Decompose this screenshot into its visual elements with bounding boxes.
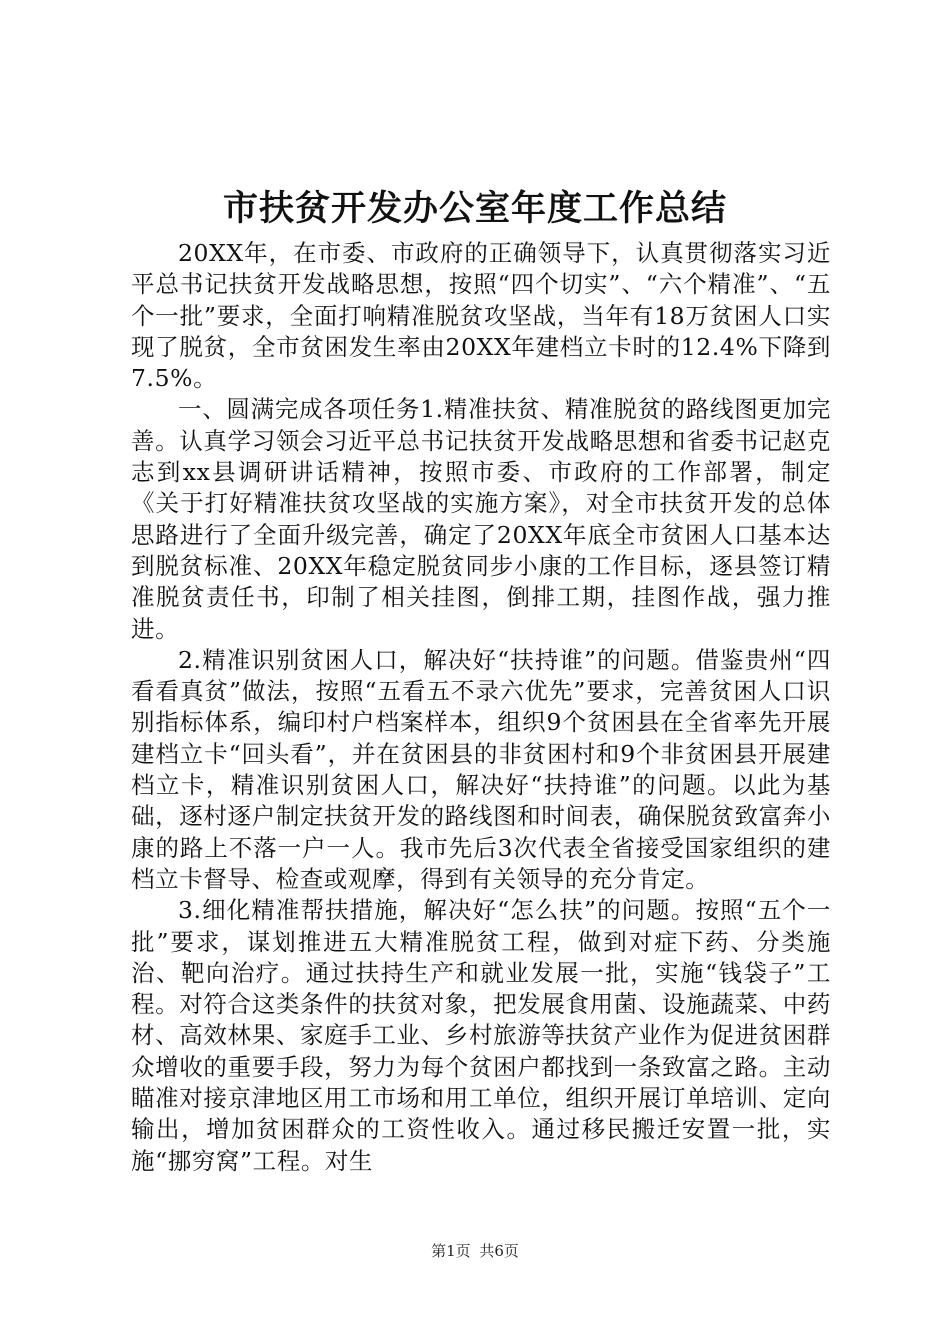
document-body: [131, 238, 831, 1177]
document-title: 市扶贫开发办公室年度工作总结: [222, 188, 727, 229]
paragraph-section-1: 一、圆满完成各项任务1.精准扶贫、精准脱贫的路线图更加完善。认真学习领会习近平总书记扶贫开发战略思想和省委书记赵克志到xx县调研讲话精神，按照市委、市政府的工作部署，制定《关于打好精准扶贫攻坚战的实施方案》，对全市扶贫开发的总体思路进行了全面升级完善，确定了20XX年底全市贫困人口基本达到脱贫标准、20XX年稳定脱贫同步小康的工作目标，逐县签订精准脱贫责任书，印制了相关挂图，倒排工期，挂图作战，强力推进。: [131, 395, 831, 643]
page-footer: [0, 1241, 950, 1261]
paragraph-intro: 20XX年，在市委、市政府的正确领导下，认真贯彻落实习近平总书记扶贫开发战略思想，按照“四个切实”、“六个精准”、“五个一批”要求，全面打响精准脱贫攻坚战，当年有18万贫困人口实现了脱贫，全市贫困发生率由20XX年建档立卡时的12.4%下降到7.5%。: [131, 239, 831, 393]
page-number: 第1页: [431, 1242, 471, 1260]
page-total: 共6页: [479, 1242, 519, 1260]
paragraph-section-2: 2.精准识别贫困人口，解决好“扶持谁”的问题。借鉴贵州“四看看真贫”做法，按照“五看五不录六优先”要求，完善贫困人口识别指标体系，编印村户档案样本，组织9个贫困县在全省率先开展建档立卡“回头看”，并在贫困县的非贫困村和9个非贫困县开展建档立卡，精准识别贫困人口，解决好“扶持谁”的问题。以此为基础，逐村逐户制定扶贫开发的路线图和时间表，确保脱贫致富奔小康的路上不落一户一人。我市先后3次代表全省接受国家组织的建档立卡督导、检查或观摩，得到有关领导的充分肯定。: [131, 645, 831, 893]
paragraph-section-3: 3.细化精准帮扶措施，解决好“怎么扶”的问题。按照“五个一批”要求，谋划推进五大精准脱贫工程，做到对症下药、分类施治、靶向治疗。通过扶持生产和就业发展一批，实施“钱袋子”工程。对符合这类条件的扶贫对象，把发展食用菌、设施蔬菜、中药材、高效林果、家庭手工业、乡村旅游等扶贫产业作为促进贫困群众增收的重要手段，努力为每个贫困户都找到一条致富之路。主动瞄准对接京津地区用工市场和用工单位，组织开展订单培训、定向输出，增加贫困群众的工资性收入。通过移民搬迁安置一批，实施“挪穷窝”工程。对生: [131, 896, 831, 1175]
